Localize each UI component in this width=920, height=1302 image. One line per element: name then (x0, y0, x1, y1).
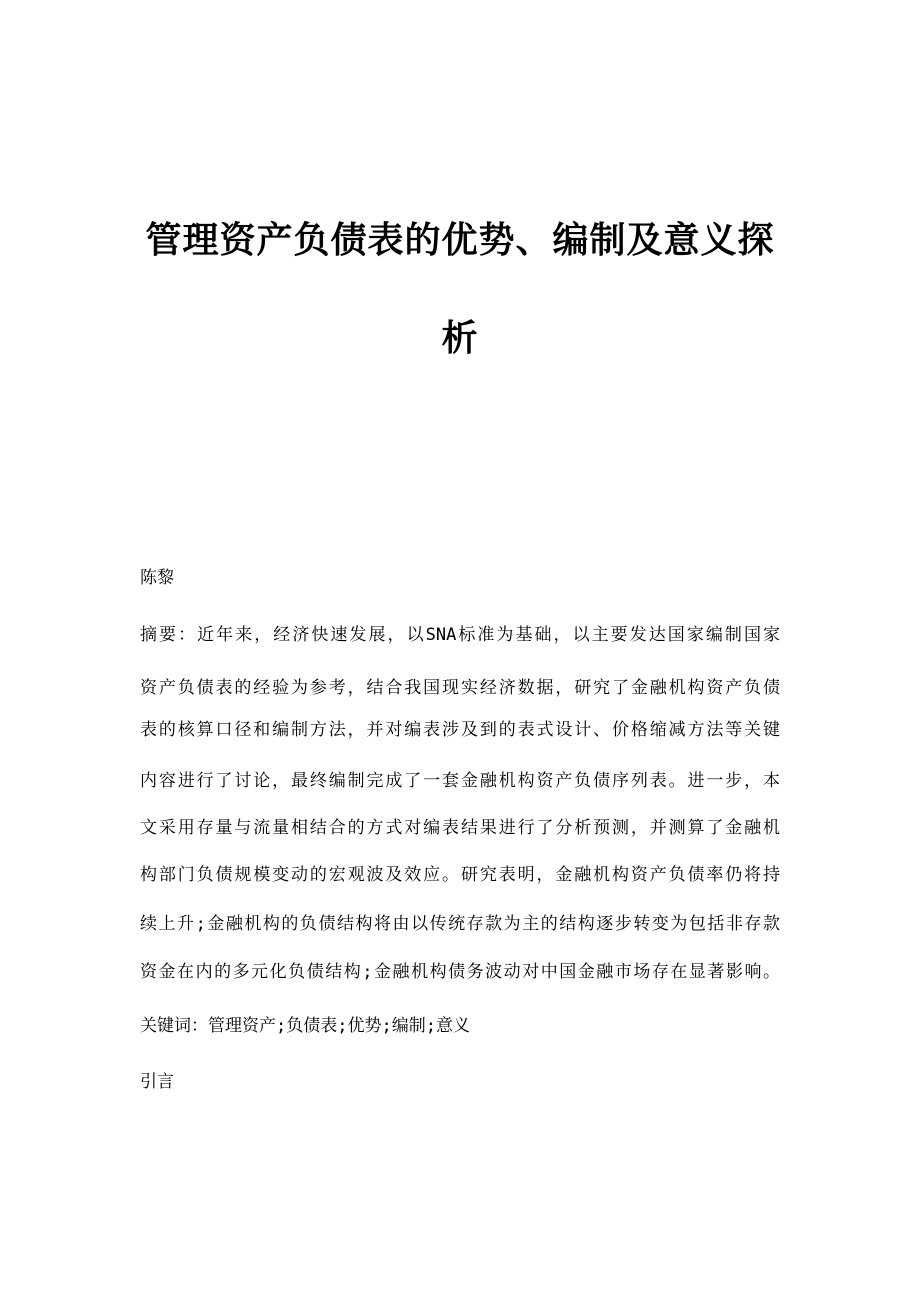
abstract-line: 文采用存量与流量相结合的方式对编表结果进行了分析预测，并测算了金融机 (140, 818, 780, 838)
section-heading: 引言 (140, 1072, 174, 1092)
abstract-line: 内容进行了讨论，最终编制完成了一套金融机构资产负债序列表。进一步，本 (140, 771, 780, 791)
document-title-line-2: 析 (441, 317, 479, 359)
abstract-line: 资产负债表的经验为参考，结合我国现实经济数据，研究了金融机构资产负债 (140, 678, 780, 698)
abstract-line: 构部门负债规模变动的宏观波及效应。研究表明，金融机构资产负债率仍将持 (140, 865, 780, 885)
abstract-line: 摘要：近年来，经济快速发展，以SNA标准为基础，以主要发达国家编制国家 (140, 625, 780, 645)
keywords: 关键词：管理资产;负债表;优势;编制;意义 (140, 1016, 470, 1036)
abstract-line: 表的核算口径和编制方法，并对编表涉及到的表式设计、价格缩减方法等关键 (140, 720, 780, 740)
author-name: 陈黎 (140, 568, 174, 588)
abstract-line: 资金在内的多元化负债结构;金融机构债务波动对中国金融市场存在显著影响。 (140, 962, 780, 982)
document-title-line-1: 管理资产负债表的优势、编制及意义探 (145, 219, 775, 261)
abstract-line: 续上升;金融机构的负债结构将由以传统存款为主的结构逐步转变为包括非存款 (140, 914, 780, 934)
